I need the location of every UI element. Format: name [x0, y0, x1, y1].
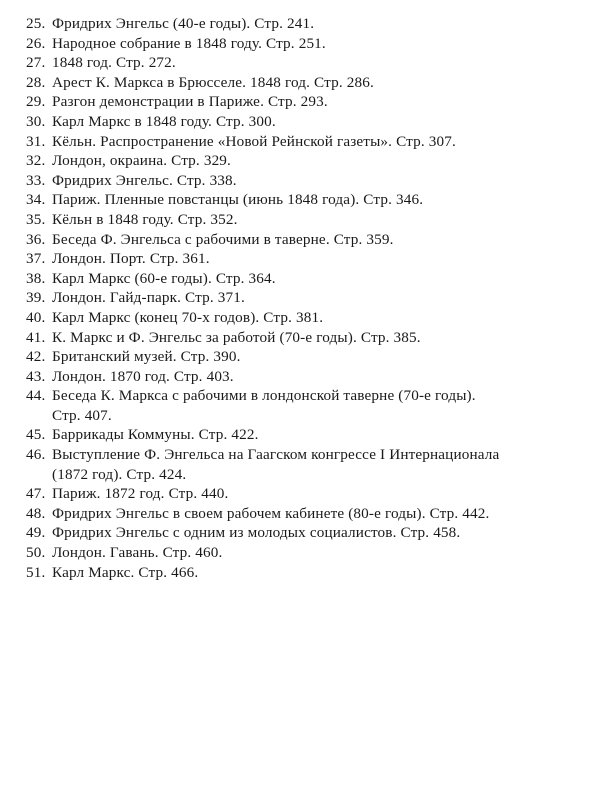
- list-item-text: [52, 425, 586, 445]
- list-item-line: Стр. 407.: [52, 406, 112, 424]
- list-item-line: Выступление Ф. Энгельса на Гаагском конгрессе I Интернационала: [52, 446, 500, 464]
- list-item-number: 32.: [26, 152, 46, 170]
- list-item: [26, 34, 586, 54]
- list-item-number: 36.: [26, 230, 46, 248]
- list-item-text: [52, 288, 586, 308]
- list-item-text: [52, 92, 586, 112]
- list-item: [26, 386, 586, 425]
- list-item-text: [52, 190, 586, 210]
- list-item-line: К. Маркс и Ф. Энгельс за работой (70-е годы). Стр. 385.: [52, 328, 421, 346]
- list-item: [26, 210, 586, 230]
- list-item-text: [52, 347, 586, 367]
- list-item-text: [52, 269, 586, 289]
- list-item-line: Лондон. Гайд-парк. Стр. 371.: [52, 289, 245, 307]
- list-item: [26, 171, 586, 191]
- list-item-line: Британский музей. Стр. 390.: [52, 348, 241, 366]
- list-item-text: [52, 249, 586, 269]
- list-item-text: [52, 210, 586, 230]
- list-item-text: [52, 53, 586, 73]
- list-item: [26, 151, 586, 171]
- list-item-text: [52, 523, 586, 543]
- list-item-number: 48.: [26, 504, 46, 522]
- list-item-number: 26.: [26, 34, 46, 52]
- list-item-number: 41.: [26, 328, 46, 346]
- list-item-number: 40.: [26, 308, 46, 326]
- list-item: [26, 112, 586, 132]
- list-item: [26, 543, 586, 563]
- list-item: [26, 53, 586, 73]
- list-item-number: 49.: [26, 524, 46, 542]
- list-item: [26, 288, 586, 308]
- list-item-text: [52, 367, 586, 387]
- list-item-line: Карл Маркс в 1848 году. Стр. 300.: [52, 112, 276, 130]
- list-item-number: 33.: [26, 171, 46, 189]
- list-item: [26, 249, 586, 269]
- list-item-text: [52, 151, 586, 171]
- list-item-line: Карл Маркс. Стр. 466.: [52, 563, 199, 581]
- list-item: [26, 132, 586, 152]
- list-item-text: [52, 73, 586, 93]
- list-item-text: [52, 132, 586, 152]
- list-item: [26, 308, 586, 328]
- list-item-line: Лондон. Гавань. Стр. 460.: [52, 544, 223, 562]
- list-item-number: 43.: [26, 367, 46, 385]
- list-item: [26, 425, 586, 445]
- list-item-number: 30.: [26, 112, 46, 130]
- list-item-text: [52, 328, 586, 348]
- list-item-number: 46.: [26, 446, 46, 464]
- list-item: [26, 190, 586, 210]
- list-item-number: 45.: [26, 426, 46, 444]
- list-item-text: [52, 484, 586, 504]
- list-item-number: 38.: [26, 269, 46, 287]
- list-item-number: 29.: [26, 93, 46, 111]
- list-item-line: Париж. 1872 год. Стр. 440.: [52, 485, 229, 503]
- list-item-number: 31.: [26, 132, 46, 150]
- list-item-text: [52, 445, 586, 484]
- list-item: [26, 504, 586, 524]
- list-item-line: Фридрих Энгельс (40-е годы). Стр. 241.: [52, 15, 315, 32]
- list-item-text: [52, 308, 586, 328]
- list-item: [26, 269, 586, 289]
- list-item-line: Кёльн. Распространение «Новой Рейнской газеты». Стр. 307.: [52, 132, 456, 150]
- list-item-text: [52, 34, 586, 54]
- list-item: [26, 230, 586, 250]
- list-item-text: [52, 14, 586, 34]
- list-item-text: [52, 543, 586, 563]
- list-item-line: Фридрих Энгельс. Стр. 338.: [52, 171, 237, 189]
- list-item: [26, 484, 586, 504]
- list-item-number: 51.: [26, 563, 46, 581]
- list-item-number: 28.: [26, 73, 46, 91]
- list-item-number: 27.: [26, 54, 46, 72]
- list-item-line: Беседа Ф. Энгельса с рабочими в таверне. Стр. 359.: [52, 230, 394, 248]
- list-item-line: Лондон. 1870 год. Стр. 403.: [52, 367, 234, 385]
- list-item-number: 47.: [26, 485, 46, 503]
- list-item: [26, 92, 586, 112]
- list-item-text: [52, 112, 586, 132]
- list-item-text: [52, 504, 586, 524]
- list-item-line: Фридрих Энгельс в своем рабочем кабинете (80-е годы). Стр. 442.: [52, 504, 490, 522]
- list-item: [26, 14, 586, 34]
- list-item-number: 42.: [26, 348, 46, 366]
- list-item-line: Карл Маркс (конец 70-х годов). Стр. 381.: [52, 308, 324, 326]
- list-item-line: Фридрих Энгельс с одним из молодых социалистов. Стр. 458.: [52, 524, 461, 542]
- list-item-line: Карл Маркс (60-е годы). Стр. 364.: [52, 269, 276, 287]
- list-item-text: [52, 171, 586, 191]
- list-item-number: 37.: [26, 250, 46, 268]
- list-item-number: 34.: [26, 191, 46, 209]
- list-item-number: 35.: [26, 210, 46, 228]
- list-item-line: Разгон демонстрации в Париже. Стр. 293.: [52, 93, 328, 111]
- list-item-line: Лондон. Порт. Стр. 361.: [52, 250, 210, 268]
- list-item: [26, 523, 586, 543]
- list-item-text: [52, 386, 586, 425]
- list-item: [26, 328, 586, 348]
- list-item-line: 1848 год. Стр. 272.: [52, 54, 176, 72]
- list-item-line: Арест К. Маркса в Брюсселе. 1848 год. Стр. 286.: [52, 73, 374, 91]
- list-item-line: Лондон, окраина. Стр. 329.: [52, 152, 232, 170]
- list-item-line: (1872 год). Стр. 424.: [52, 465, 187, 483]
- list-item: [26, 445, 586, 484]
- list-item: [26, 347, 586, 367]
- list-item-line: Париж. Пленные повстанцы (июнь 1848 года). Стр. 346.: [52, 191, 424, 209]
- list-item-text: [52, 230, 586, 250]
- list-item-line: Народное собрание в 1848 году. Стр. 251.: [52, 34, 326, 52]
- list-item: [26, 73, 586, 93]
- list-item: [26, 563, 586, 583]
- illustration-list: [26, 14, 586, 582]
- list-item-line: Кёльн в 1848 году. Стр. 352.: [52, 210, 238, 228]
- list-item-number: 50.: [26, 544, 46, 562]
- list-item-number: 44.: [26, 387, 46, 405]
- list-item-number: 39.: [26, 289, 46, 307]
- list-item-text: [52, 563, 586, 583]
- list-item-number: 25.: [26, 15, 46, 32]
- list-item: [26, 367, 586, 387]
- list-item-line: Беседа К. Маркса с рабочими в лондонской таверне (70-е годы).: [52, 387, 476, 405]
- list-item-line: Баррикады Коммуны. Стр. 422.: [52, 426, 259, 444]
